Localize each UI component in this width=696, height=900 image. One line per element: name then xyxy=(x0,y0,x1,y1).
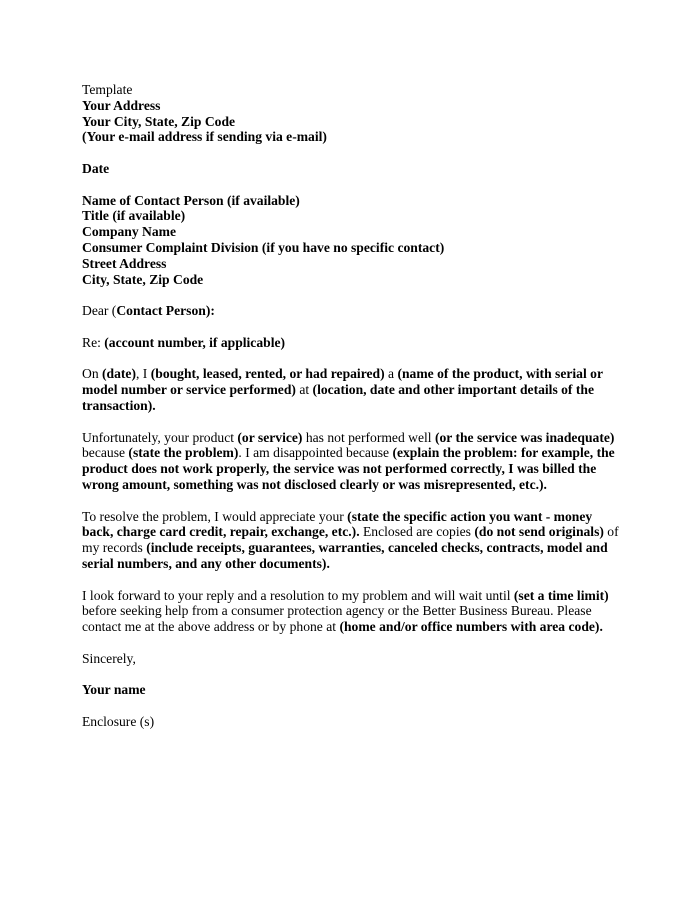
recipient-block xyxy=(82,193,622,288)
p2-placeholder-service: (or service) xyxy=(237,429,303,445)
date-block xyxy=(82,161,622,177)
sender-city-state-zip: Your City, State, Zip Code xyxy=(82,113,236,129)
p1-placeholder-action: (bought, leased, rented, or had repaired) xyxy=(150,366,385,382)
recipient-title: Title (if available) xyxy=(82,208,186,224)
salutation xyxy=(82,303,622,319)
sender-block xyxy=(82,82,622,145)
body-paragraph-2 xyxy=(82,430,622,493)
p1-text-2: , I xyxy=(136,366,151,382)
sender-email: (Your e-mail address if sending via e-mail) xyxy=(82,129,327,145)
letter-page xyxy=(82,82,622,745)
p1-text-3: a xyxy=(384,366,398,382)
p1-text-1: On xyxy=(82,366,103,382)
recipient-street: Street Address xyxy=(82,255,167,271)
reference-prefix: Re: xyxy=(82,334,105,350)
letter-date: Date xyxy=(82,160,110,176)
body-paragraph-1 xyxy=(82,366,622,413)
p3-text-3: of my records xyxy=(82,524,619,556)
body-paragraph-4 xyxy=(82,588,622,635)
p2-text-2: has not performed well xyxy=(302,429,435,445)
p1-text-4: at xyxy=(295,382,313,398)
reference-line xyxy=(82,335,622,351)
p3-text-1: To resolve the problem, I would appreciate your xyxy=(82,508,348,524)
recipient-contact-name: Name of Contact Person (if available) xyxy=(82,192,300,208)
p2-placeholder-explanation: (explain the problem: for example, the product does not work properly, the service was not performed correctly, I was billed the wrong amount, something was not disclosed clearly or was misrepresented, etc.). xyxy=(82,445,615,492)
p2-text-4: . I am disappointed because xyxy=(238,445,393,461)
p3-placeholder-originals: (do not send originals) xyxy=(474,524,604,540)
p2-text-1: Unfortunately, your product xyxy=(82,429,238,445)
recipient-division: Consumer Complaint Division (if you have no specific contact) xyxy=(82,239,445,255)
p4-text-2: before seeking help from a consumer protection agency or the Better Business Bureau. Please contact me at the above address or by phone at xyxy=(82,603,592,635)
recipient-company: Company Name xyxy=(82,224,177,240)
recipient-city-state-zip: City, State, Zip Code xyxy=(82,271,204,287)
p4-placeholder-time-limit: (set a time limit) xyxy=(513,587,609,603)
template-label: Template xyxy=(82,82,133,97)
body-paragraph-3 xyxy=(82,509,622,572)
p3-placeholder-action: (state the specific action you want - money back, charge card credit, repair, exchange, etc.). xyxy=(82,508,593,540)
salutation-name: Contact Person): xyxy=(116,303,215,319)
signature-name: Your name xyxy=(82,682,146,698)
salutation-prefix: Dear ( xyxy=(82,303,117,319)
p1-placeholder-location: (location, date and other important details of the transaction). xyxy=(82,382,594,413)
p4-placeholder-phone: (home and/or office numbers with area code). xyxy=(339,619,603,635)
closing: Sincerely, xyxy=(82,650,136,666)
reference-value: (account number, if applicable) xyxy=(104,334,286,350)
p1-placeholder-date: (date) xyxy=(102,366,136,382)
p2-placeholder-problem: (state the problem) xyxy=(128,445,239,461)
enclosure-note: Enclosure (s) xyxy=(82,713,155,729)
p1-placeholder-product: (name of the product, with serial or model number or service performed) xyxy=(82,366,603,398)
p3-placeholder-records: (include receipts, guarantees, warranties, canceled checks, contracts, model and serial numbers, and any other documents). xyxy=(82,540,608,571)
p2-text-3: because xyxy=(82,445,129,461)
p4-text-1: I look forward to your reply and a resolution to my problem and will wait until xyxy=(82,587,514,603)
sender-address: Your Address xyxy=(82,97,161,113)
p2-placeholder-inadequate: (or the service was inadequate) xyxy=(434,429,615,445)
p3-text-2: Enclosed are copies xyxy=(359,524,475,540)
